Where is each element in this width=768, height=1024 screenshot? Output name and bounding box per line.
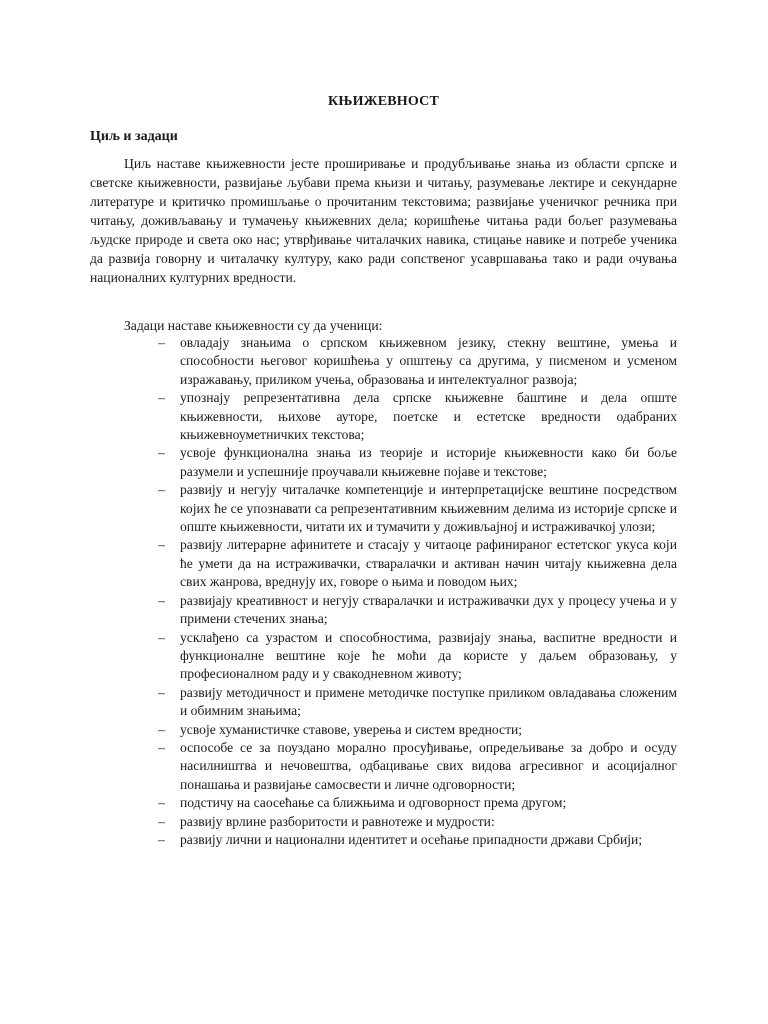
intro-paragraph: Циљ наставе књижевности јесте проширивање и продубљивање знања из области српске и светске књижевности, развијање љубави према књизи и читању, разумевање лектире и секундарне литературе и критичко промишљање о прочитаним текстовима; развијање ученичког речника при читању, доживљавању и тумачењу књижевних дела; коришћење читања ради бољег разумевања људске природе и света око нас; утврђивање читалачких навика, стицање навике и потребе ученика да развија говорну и читалачку културу, како ради сопственог усавршавања тако и ради очувања националних културних вредности. — [90, 156, 677, 285]
bullet-dash: – — [158, 721, 165, 737]
list-item — [90, 389, 677, 444]
bullet-dash: – — [158, 482, 165, 498]
list-item — [90, 536, 677, 591]
task-text: оспособе се за поуздано морално просуђивање, опредељивање за добро и осуду насилништва и нечовештва, одбацивање свих видова агресивног и асоцијалног понашања и развијање самосвести и личне одговорности; — [180, 739, 677, 792]
bullet-dash: – — [158, 592, 165, 608]
bullet-dash: – — [158, 335, 165, 350]
list-item — [90, 629, 677, 684]
task-text: упознају репрезентативна дела српске књижевне баштине и дела опште књижевности, њихове ауторе, поетске и естетске вредности одабраних књижевноуметничких текстова; — [180, 390, 677, 443]
task-text: развијају креативност и негују стваралачки и истраживачки дух у процесу учења и у примени стечених знања; — [180, 592, 677, 627]
bullet-dash: – — [158, 684, 165, 700]
task-text: усклађено са узрастом и способностима, развијају знања, васпитне вредности и функционалне вештине које ће моћи да користе у даљем образовању, у професионалном раду и у свакодневном животу; — [180, 629, 677, 682]
bullet-dash: – — [158, 629, 165, 645]
list-item — [90, 831, 677, 849]
section-heading: Циљ и задаци — [90, 129, 178, 144]
task-text: развију литерарне афинитете и стасају у читаоце рафинираног естетског укуса који ће умети да на истраживачки, стваралачки и активан начин читају књижевна дела свих жанрова, вреднују их, говоре о њима и поводом њих; — [180, 537, 677, 590]
task-text: развију методичност и примене методичке поступке приликом овладавања сложеним и обимним знањима; — [180, 684, 677, 719]
bullet-dash: – — [158, 831, 165, 847]
bullet-dash: – — [158, 739, 165, 755]
bullet-dash: – — [158, 390, 165, 406]
bullet-dash: – — [158, 795, 165, 811]
bullet-dash: – — [158, 537, 165, 553]
list-item — [90, 813, 677, 831]
document-title: КЊИЖЕВНОСТ — [328, 94, 439, 109]
task-text: подстичу на саосећање са ближњима и одговорност према другом; — [180, 795, 567, 811]
list-item — [90, 481, 677, 536]
task-list — [90, 334, 677, 849]
list-item — [90, 794, 677, 812]
document-page — [90, 0, 677, 1024]
list-item — [90, 444, 677, 481]
task-text: развију и негују читалачке компетенције и интерпретацијске вештине посредством којих ће се упознавати са репрезентативним књижевним делима из историје српске и опште књижевности, читати их и тумачити у доживљајној и истраживачкој улози; — [180, 482, 677, 535]
list-item — [90, 684, 677, 721]
task-text: развију врлине разборитости и равнотеже и мудрости: — [180, 813, 495, 829]
task-text: усвоје функционална знања из теорије и историје књижевности како би боље разумели и успешније проучавали књижевне појаве и текстове; — [180, 445, 677, 479]
task-text: развију лични и национални идентитет и осећање припадности држави Србији; — [180, 831, 643, 847]
list-item — [90, 334, 677, 389]
task-text: овладају знањима о српском књижевном језику, стекну вештине, умења и способности његовог коришћења у општењу са другима, у писменом и усменом изражавању, приликом учења, образовања и интелектуалног развоја; — [180, 335, 677, 387]
bullet-dash: – — [158, 813, 165, 829]
task-text: усвоје хуманистичке ставове, уверења и систем вредности; — [180, 721, 523, 737]
bullet-dash: – — [158, 445, 165, 461]
list-item — [90, 739, 677, 794]
tasks-lead-text: Задаци наставе књижевности су да ученици: — [124, 318, 383, 333]
list-item — [90, 592, 677, 629]
list-item — [90, 721, 677, 739]
